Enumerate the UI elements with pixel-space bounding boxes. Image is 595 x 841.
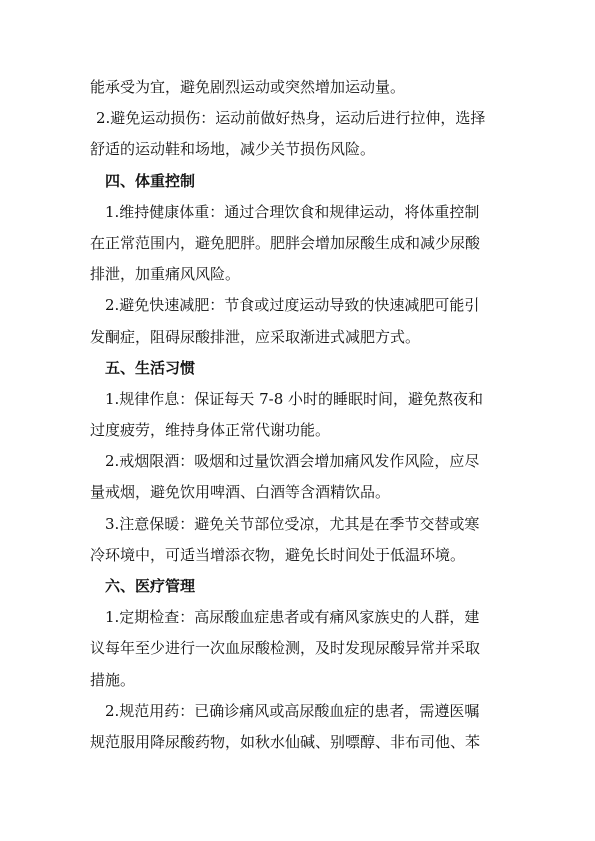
text-line: 过度疲劳，维持身体正常代谢功能。: [90, 421, 331, 440]
paragraph-first-line: 2.避免快速减肥：节食或过度运动导致的快速减肥可能引: [105, 296, 480, 315]
document-body: [90, 72, 507, 758]
paragraph-first-line: 1.定期检查：高尿酸血症患者或有痛风家族史的人群，建: [105, 608, 480, 627]
section-heading-medical-management: 六、医疗管理: [105, 577, 196, 595]
section-heading-lifestyle: 五、生活习惯: [105, 358, 196, 377]
text-line: 措施。: [90, 670, 136, 689]
text-line: 舒适的运动鞋和场地，减少关节损伤风险。: [90, 140, 376, 159]
text-line: 议每年至少进行一次血尿酸检测，及时发现尿酸异常并采取: [90, 639, 481, 658]
paragraph-first-line: 3.注意保暖：避免关节部位受凉，尤其是在季节交替或寒: [105, 514, 480, 533]
paragraph-first-line: 1.维持健康体重：通过合理饮食和规律运动，将体重控制: [105, 202, 480, 221]
text-line: 冷环境中，可适当增添衣物，避免长时间处于低温环境。: [90, 545, 466, 564]
paragraph-first-line: 2.戒烟限酒：吸烟和过量饮酒会增加痛风发作风险，应尽: [105, 452, 480, 471]
text-line: 规范服用降尿酸药物，如秋水仙碱、别嘌醇、非布司他、苯: [90, 732, 481, 751]
text-line: 发酮症，阻碍尿酸排泄，应采取渐进式减肥方式。: [90, 327, 421, 346]
paragraph-first-line: 2.避免运动损伤：运动前做好热身，运动后进行拉伸，选择: [96, 109, 486, 128]
section-heading-weight-control: 四、体重控制: [105, 171, 196, 190]
text-line: 量戒烟，避免饮用啤酒、白酒等含酒精饮品。: [90, 483, 391, 502]
paragraph-first-line: 2.规范用药：已确诊痛风或高尿酸血症的患者，需遵医嘱: [105, 701, 480, 720]
text-line: 能承受为宜，避免剧烈运动或突然增加运动量。: [90, 78, 406, 96]
paragraph-first-line: 1.规律作息：保证每天 7-8 小时的睡眠时间，避免熬夜和: [105, 389, 484, 408]
text-line: 排泄，加重痛风风险。: [90, 265, 241, 284]
text-line: 在正常范围内，避免肥胖。肥胖会增加尿酸生成和减少尿酸: [90, 233, 481, 252]
